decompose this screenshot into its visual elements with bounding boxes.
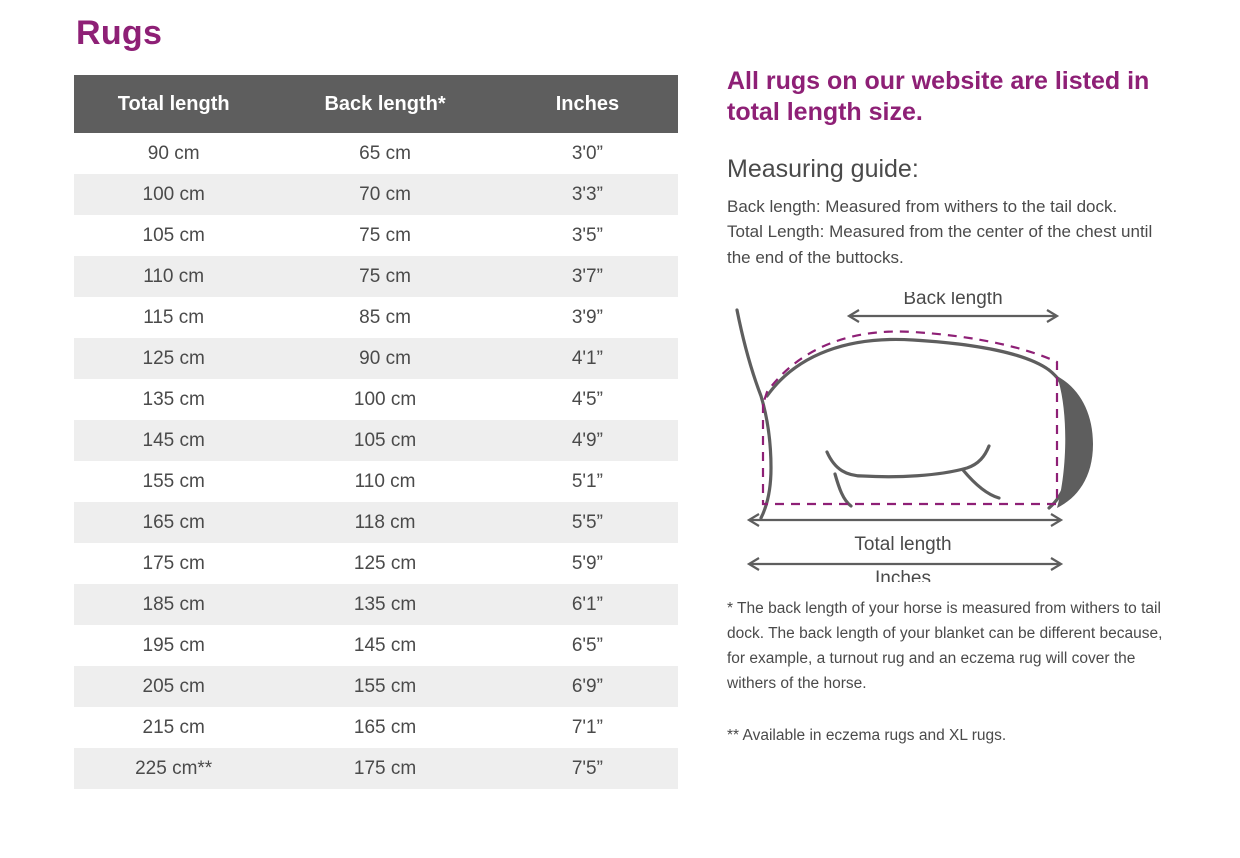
cell-total-length: 165 cm xyxy=(74,502,273,543)
table-row xyxy=(74,338,678,379)
cell-inches: 6'5” xyxy=(571,634,603,656)
footnote-back-length: * The back length of your horse is measured from withers to tail dock. The back length of your blanket can be different because, for example, a turnout rug and an eczema rug will cover the withers of the horse. xyxy=(727,600,1163,693)
diagram-label-total-length: Total length xyxy=(854,534,952,555)
cell-inches: 4'1” xyxy=(497,338,678,379)
horse-measuring-diagram xyxy=(727,292,1167,582)
table-head xyxy=(74,75,678,133)
cell-total-length: 115 cm xyxy=(143,306,205,328)
cell-back-length: 75 cm xyxy=(359,224,411,246)
table-row xyxy=(74,297,678,338)
diagram-label-inches: Inches xyxy=(875,568,931,582)
cell-total-length: 110 cm xyxy=(74,256,273,297)
table-row xyxy=(74,707,678,748)
table-row xyxy=(74,502,678,543)
cell-total-length: 195 cm xyxy=(142,634,205,656)
cell-inches: 4'5” xyxy=(571,388,603,410)
table-row xyxy=(74,379,678,420)
cell-total-length: 185 cm xyxy=(74,584,273,625)
column-header-total-length: Total length xyxy=(74,75,273,133)
cell-total-length: 145 cm xyxy=(74,420,273,461)
table-row xyxy=(74,625,678,666)
measuring-guide-back-length: Back length: Measured from withers to the tail dock. xyxy=(727,196,1118,216)
footnotes xyxy=(727,596,1167,749)
cell-inches: 5'5” xyxy=(497,502,678,543)
cell-inches: 5'1” xyxy=(571,470,603,492)
cell-total-length: 215 cm xyxy=(142,716,205,738)
cell-inches: 7'1” xyxy=(571,716,603,738)
cell-total-length: 205 cm xyxy=(74,666,273,707)
cell-total-length: 155 cm xyxy=(142,470,205,492)
cell-back-length: 175 cm xyxy=(273,748,496,789)
table-body xyxy=(74,133,678,789)
column-header-back-length: Back length* xyxy=(273,75,496,133)
cell-inches: 3'3” xyxy=(497,174,678,215)
footnote-availability: ** Available in eczema rugs and XL rugs. xyxy=(727,727,1007,745)
left-column xyxy=(74,14,678,789)
cell-inches: 3'5” xyxy=(571,224,603,246)
column-header-inches: Inches xyxy=(497,75,678,133)
measuring-guide-title: Measuring guide: xyxy=(727,154,919,183)
cell-inches: 5'9” xyxy=(571,552,603,574)
table-row xyxy=(74,215,678,256)
sidebar-heading: All rugs on our website are listed in total length size. xyxy=(727,67,1150,127)
cell-back-length: 155 cm xyxy=(273,666,496,707)
cell-back-length: 75 cm xyxy=(273,256,496,297)
cell-inches: 6'1” xyxy=(497,584,678,625)
cell-total-length: 225 cm** xyxy=(74,748,273,789)
cell-back-length: 70 cm xyxy=(273,174,496,215)
cell-total-length: 100 cm xyxy=(74,174,273,215)
cell-inches: 6'9” xyxy=(497,666,678,707)
cell-back-length: 165 cm xyxy=(353,716,417,738)
measuring-guide-total-length: Total Length: Measured from the center of the chest until the end of the buttocks. xyxy=(727,222,1153,267)
cell-back-length: 125 cm xyxy=(353,552,417,574)
table-header-row xyxy=(74,75,678,133)
cell-total-length: 125 cm xyxy=(74,338,273,379)
cell-back-length: 110 cm xyxy=(354,470,416,492)
table-row xyxy=(74,133,678,174)
horse-tail xyxy=(1057,376,1093,508)
cell-back-length: 118 cm xyxy=(273,502,496,543)
table-row xyxy=(74,420,678,461)
cell-back-length: 100 cm xyxy=(353,388,417,410)
cell-back-length: 85 cm xyxy=(359,306,411,328)
cell-inches: 4'9” xyxy=(497,420,678,461)
table-row xyxy=(74,543,678,584)
cell-back-length: 65 cm xyxy=(359,142,411,164)
back-length-arrow-icon xyxy=(849,310,1057,322)
total-length-arrow-icon xyxy=(749,514,1061,526)
table-row xyxy=(74,666,678,707)
cell-inches: 3'7” xyxy=(497,256,678,297)
cell-back-length: 105 cm xyxy=(273,420,496,461)
cell-inches: 3'0” xyxy=(571,142,603,164)
cell-back-length: 145 cm xyxy=(353,634,417,656)
table-row xyxy=(74,584,678,625)
cell-total-length: 105 cm xyxy=(142,224,205,246)
horse-outline xyxy=(737,310,1075,518)
size-table xyxy=(74,75,678,789)
diagram-label-back-length: Back length xyxy=(903,292,1003,309)
cell-inches: 3'9” xyxy=(571,306,603,328)
cell-inches: 7'5” xyxy=(497,748,678,789)
page-title: Rugs xyxy=(76,14,163,52)
table-row xyxy=(74,748,678,789)
table-row xyxy=(74,174,678,215)
cell-total-length: 175 cm xyxy=(142,552,205,574)
cell-back-length: 90 cm xyxy=(273,338,496,379)
right-column xyxy=(727,66,1167,749)
rug-dashed-outline xyxy=(763,332,1057,505)
cell-back-length: 135 cm xyxy=(273,584,496,625)
table-row xyxy=(74,461,678,502)
cell-total-length: 135 cm xyxy=(142,388,205,410)
cell-total-length: 90 cm xyxy=(147,142,200,164)
table-row xyxy=(74,256,678,297)
